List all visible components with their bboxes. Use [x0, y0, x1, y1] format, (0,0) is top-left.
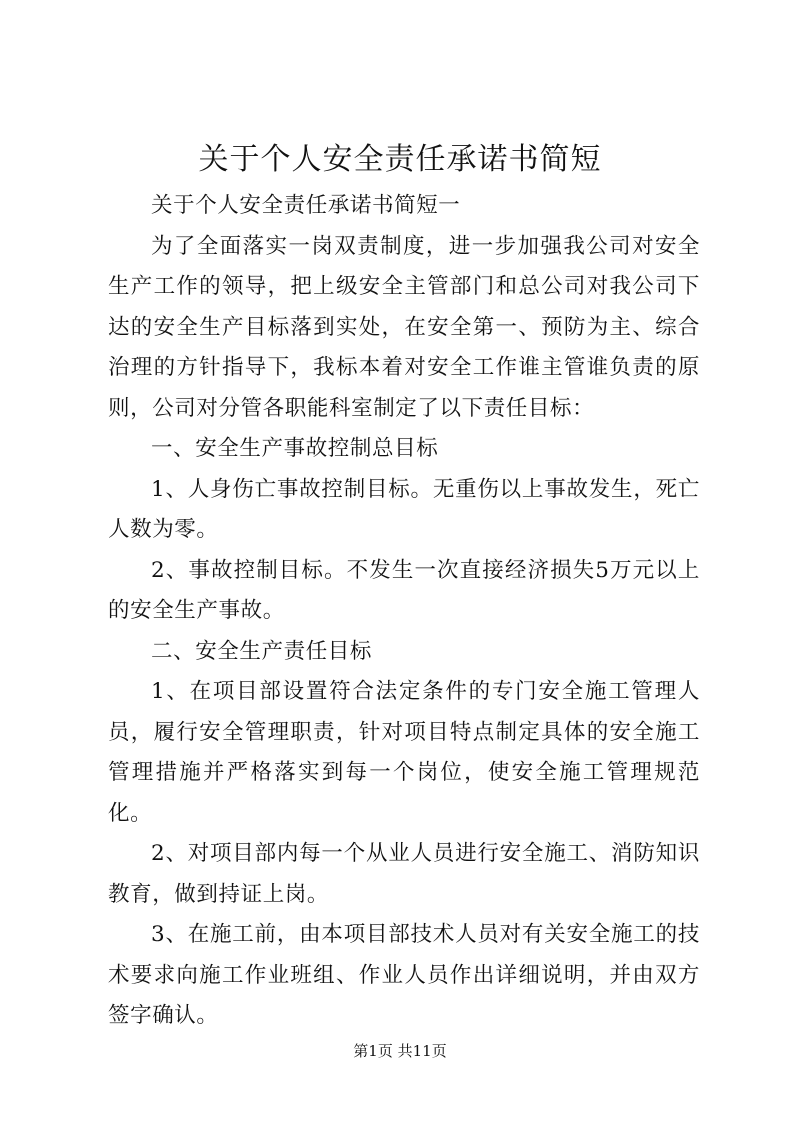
paragraph-item: 2、事故控制目标。不发生一次直接经济损失5万元以上的安全生产事故。 — [108, 557, 700, 623]
paragraph-subtitle: 关于个人安全责任承诺书简短一 — [151, 193, 461, 218]
page-footer: 第1页 共11页 — [353, 1042, 447, 1060]
paragraph-item: 3、在施工前，由本项目部技术人员对有关安全施工的技术要求向施工作业班组、作业人员作出详细说明，并由双方签字确认。 — [108, 922, 700, 1028]
document-title: 关于个人安全责任承诺书简短 — [198, 142, 602, 177]
paragraph-intro: 为了全面落实一岗双责制度，进一步加强我公司对安全生产工作的领导，把上级安全主管部门和总公司对我公司下达的安全生产目标落到实处，在安全第一、预防为主、综合治理的方针指导下，我标本着对安全工作谁主管谁负责的原则，公司对分管各职能科室制定了以下责任目标： — [108, 233, 700, 421]
section-heading-2: 二、安全生产责任目标 — [151, 638, 373, 664]
paragraph-item: 1、在项目部设置符合法定条件的专门安全施工管理人员，履行安全管理职责，针对项目特点制定具体的安全施工管理措施并严格落实到每一个岗位，使安全施工管理规范化。 — [108, 679, 700, 826]
paragraph-item: 1、人身伤亡事故控制目标。无重伤以上事故发生，死亡人数为零。 — [108, 476, 700, 542]
section-heading-1: 一、安全生产事故控制总目标 — [151, 436, 439, 461]
document-body — [108, 186, 700, 1037]
paragraph-item: 2、对项目部内每一个从业人员进行安全施工、消防知识教育，做到持证上岗。 — [108, 841, 700, 907]
